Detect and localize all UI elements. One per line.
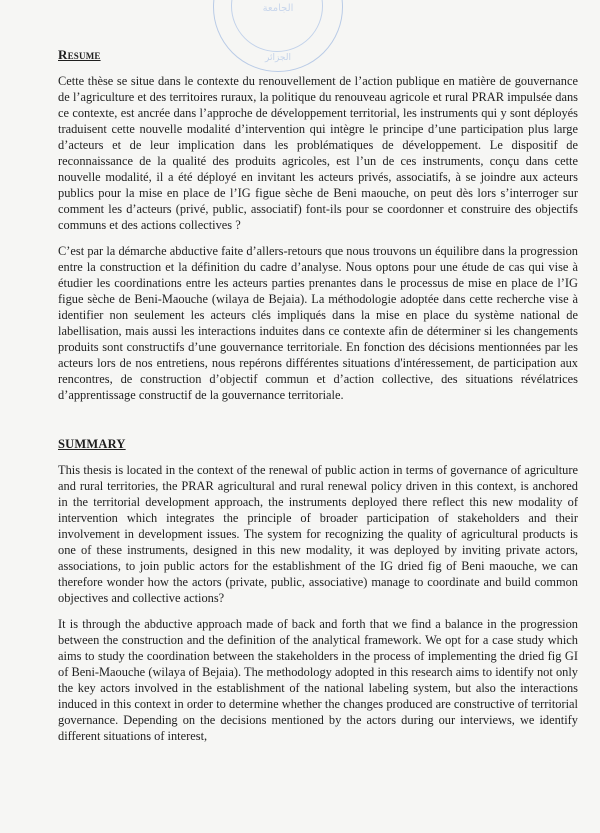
summary-paragraph-1: This thesis is located in the context of the renewal of public action in terms of governance of agriculture and rural territories, the PRAR agricultural and rural renewal policy driven in this context, is anchored in the territorial development approach, the instruments deployed there reflect this new modality of intervention which integrates the principle of broader participation of stakeholders and their involvement in development issues. The system for recognizing the quality of agricultural products is one of these instruments, designed in this new modality, it was deployed by inviting private actors, associations, to join public actors for the establishment of the IG dried fig of Beni maouche, we can therefore wonder how the actors (private, public, associative) manage to coordinate and build common objectives and collective actions? xyxy=(58,463,578,605)
resume-paragraph-2: C’est par la démarche abductive faite d’allers-retours que nous trouvons un équilibre dans la progression entre la construction et la définition du cadre d’analyse. Nous optons pour une étude de cas qui vise à étudier les coordinations entre les acteurs parties prenantes dans le processus de mise en place de l’IG figue sèche de Beni-Maouche (wilaya de Bejaia). La méthodologie adoptée dans cette recherche vise à identifier non seulement les acteurs clés impliqués dans la mise en place du système national de labellisation, mais aussi les interactions induites dans ce contexte afin de déterminer si les changements produits sont constructifs d’une gouvernance territoriale. En fonction des décisions mentionnées par les acteurs lors de nos entretiens, nous repérons différentes situations d'intéressement, de participation aux rencontres, de construction d’objectif commun et d’action collective, des situations révélatrices d’apprentissage constructif de la gouvernance territoriale. xyxy=(58,244,578,402)
stamp-bottom-text: الجزائر xyxy=(265,53,291,63)
summary-section xyxy=(58,437,578,744)
document-page xyxy=(58,47,578,744)
summary-paragraph-2: It is through the abductive approach made of back and forth that we find a balance in the progression between the construction and the definition of the analytical framework. We opt for a case study which aims to study the coordination between the stakeholders in the process of implementing the dried fig GI of Beni-Maouche (wilaya of Bejaia). The methodology adopted in this research aims to identify not only the key actors involved in the establishment of the national labeling system, but also the interactions induced in this context in order to determine whether the changes produced are constructive of territorial governance. Depending on the decisions mentioned by the actors during our interviews, we identify different situations of interest, xyxy=(58,617,578,743)
stamp-center-text: الجامعة xyxy=(262,3,294,14)
summary-heading: SUMMARY xyxy=(58,437,126,451)
resume-section xyxy=(58,47,578,403)
resume-paragraph-1: Cette thèse se situe dans le contexte du renouvellement de l’action publique en matière de gouvernance de l’agriculture et des territoires ruraux, la politique du renouveau agricole et rural PRAR impulsée dans ce contexte, est ancrée dans l’approche de développement territorial, les instruments qui y sont déployés traduisent cette nouvelle modalité d’intervention qui intègre le principe d’une participation plus large d’acteurs et de leur implication dans les problématiques de développement. Le dispositif de reconnaissance de la qualité des produits agricoles, est l’un de ces instruments, conçu dans cette nouvelle modalité, il a été déployé en invitant les acteurs privés, associatifs, à se joindre aux acteurs publics pour la mise en place de l’IG figue sèche de Beni maouche, on peut dès lors s’interroger sur comment les d’acteurs (privé, public, associatif) font-ils pour se coordonner et construire des objectifs communs et des actions collectives ? xyxy=(58,74,578,232)
resume-heading: Resume xyxy=(58,47,101,62)
